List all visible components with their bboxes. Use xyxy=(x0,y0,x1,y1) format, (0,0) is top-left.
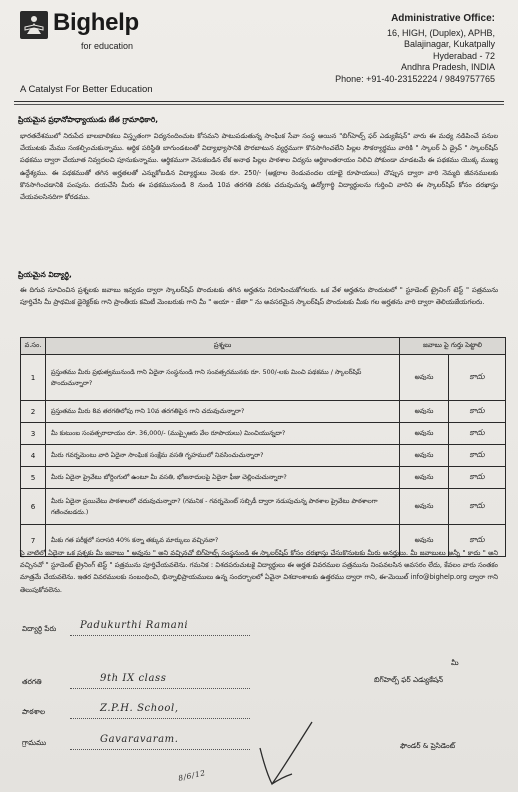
answer-no-handwritten[interactable]: కాదు xyxy=(449,525,506,557)
school-underline xyxy=(70,718,250,719)
table-row xyxy=(21,445,506,467)
address-line: Balajinagar, Kukatpally xyxy=(403,39,495,50)
column-header-answer: జవాబు పై గుర్తు పెట్టాలి xyxy=(400,338,506,355)
class-value[interactable]: 9th IX class xyxy=(100,673,167,684)
answer-no-handwritten[interactable]: కాదు xyxy=(449,355,506,401)
tagline: A Catalyst For Better Education xyxy=(20,84,153,95)
eligibility-questions-table xyxy=(20,337,506,557)
address-line: 16, HIGH, (Duplex), APHB, xyxy=(386,27,495,38)
answer-no-handwritten[interactable]: కాదు xyxy=(449,467,506,489)
date-handwritten: 8/6/12 xyxy=(177,768,207,783)
question-text: మీ కుటుంబ సంవత్సరాదాయం రూ. 36,000/- (ముప్పైఆరు వేల రూపాయలు) మించియున్నదా? xyxy=(46,423,400,445)
answer-yes-option[interactable]: అవును xyxy=(400,489,449,525)
table-row xyxy=(21,355,506,401)
school-value[interactable]: Z.P.H. School, xyxy=(100,703,179,714)
class-underline xyxy=(70,688,250,689)
answer-no-handwritten[interactable]: కాదు xyxy=(449,489,506,525)
answer-no-handwritten[interactable]: కాదు xyxy=(449,401,506,423)
instructions-paragraph: ఈ దిగువ సూచించిన ప్రశ్నలకు జవాబు ఇవ్వడం ద్వారా స్కాలర్‌షిప్ పొందుటకు తగిన అర్హతను నిరూపించుకోగలరు. ఒక వేళ అర్హతను పొందుటలో " స్టూడెంట్ ట్రైనింగ్ టెస్ట్ " పత్రమును పూర్తిచేసి మీ ప్రాథమిక డైరెక్టర్‌కు గాని ప్రాంతీయ కమిటీ మెంబరుకు గాని మీ " అయా - జేతా " ను అవసరమైన స్కాలర్‌షిప్ పొందుటకు మీకు గల అర్హతను వారి ద్వారా తెలియజేయగలరు. xyxy=(20,286,498,307)
header-divider xyxy=(14,101,504,102)
question-text: ప్రస్తుతము మీరు ప్రభుత్వమునుండి గాని ఏదైనా సంస్థనుండి గాని సంవత్సరమునకు రూ. 500/-లకు మించి పథకము / స్కాలర్‌షిప్ పొందుచున్నారా? xyxy=(46,355,400,401)
intro-paragraph: భారతదేశములో నిరుపేద బాలబాలికలు విస్తృతంగా విద్యనందించుట కోసమని పాటుపడుతున్న సాంఘిక సేవా సంస్థ అయిన "బిగ్‌హెల్ప్ ఫర్ ఎడ్యుకేషన్" వారు ఈ మధ్య నడిపించే పనుల చేయుటకు మేము సంకల్పించుకున్నాము. ఆర్థిక పరిస్థితి బాగుండటంతో విద్యాభ్యాసానికి పొరబాటున వ్యర్థముగా కొనసాగించలేని పిల్లల సౌకర్యార్థము వారికి " స్కాలర్ ఏ డ్రైవ్ " స్కాలర్‌షిప్ పథకము ద్వారా చేయూత నివ్వదలచి పూనుకున్నాము. ఆర్థికముగా వెనుకబడిన లేక అనాథ పిల్లల పాఠశాల విద్యను ఆర్థికాంతరాయం నిలిచి పోకుండా చూడటమే ఈ పథకము యొక్క ముఖ్య ఉద్దేశ్యము. ఈ పథకముతో తగిన అర్హతలతో ఎన్నుకోబడిన విద్యార్థులు నెలకు రూ. 250/- (అక్షరాల రెండువందల యాభై రూపాయలు) చొప్పున ద్వారా వారి నెమ్మది జీవనములకు కొనసాగించడానికి పంపును. దయచేసి మీరు ఈ పథకమునుండి 8 నుండి 10వ తరగతి వరకు చదువుచున్న ఉద్యోగార్థి విద్యార్థులను గుర్తించి వారిని ఈ స్కాలర్‌షిప్ కోసం దరఖాస్తు చేయవలసినదిగా కోరడము. xyxy=(20,132,498,202)
student-name-value[interactable]: Padukurthi Ramani xyxy=(80,620,189,631)
address-line: Hyderabad - 72 xyxy=(432,50,495,61)
footer-instructions: పై వాటిలో ఏదైనా ఒక ప్రశ్నకు మీ జవాబు " అవును " అని వచ్చినచో బిగ్‌హెల్ప్ సంస్థనుండి ఈ స్కాలర్‌షిప్ కోసం దరఖాస్తు చేసుకొనుటకు మీరు అనర్హులు. మీ జవాబులు అన్నీ " కాదు " అని వచ్చినచో " స్టూడెంట్ ట్రైనింగ్ టెస్ట్ " పత్రమును పూర్తిచేయవలెను. గమనిక : విశదపరుచుటకై విద్యార్థులు ఈ అర్హత వివరముల పత్రమును నింపవలసిన అవసరం లేదు, కేవలం వారు సంతకం మాత్రమే చేయవలెను. ఇతర వివరములకు సంబంధించి, భిన్నాభిప్రాయములు ఉన్న సందర్భాలలో ఏవైనా విశదాంశాలకు ఉత్తరము ద్వారా గాని, ఈ-మెయిల్ info@bighelp.org ద్వారా గాని తెలుపుకోవలెను. xyxy=(20,549,498,594)
answer-no-handwritten[interactable]: కాదు xyxy=(449,445,506,467)
question-text: మీరు ఏదైనా ప్రైవేటు బోర్డింగులో ఉంటూ మీ వసతి, భోజనాదులపై ఏదైనా ఫీజు చెల్లించుచున్నారా? xyxy=(46,467,400,489)
salutation-student: ప్రియమైన విద్యార్థి, xyxy=(18,270,72,279)
answer-yes-option[interactable]: అవును xyxy=(400,355,449,401)
organization-signature-label: బిగ్‌హెల్ప్ ఫర్ ఎడ్యుకేషన్ xyxy=(374,675,444,684)
table-row xyxy=(21,401,506,423)
answer-yes-option[interactable]: అవును xyxy=(400,423,449,445)
row-number: 3 xyxy=(21,423,46,445)
office-title: Administrative Office: xyxy=(391,13,495,24)
row-number: 7 xyxy=(21,525,46,557)
salutation-headmaster: ప్రియమైన ప్రధానోపాధ్యాయుడు జేత గ్రామాధికారి, xyxy=(18,115,159,124)
signature-icon xyxy=(252,710,332,788)
table-row xyxy=(21,467,506,489)
founder-president-label: ఫౌండర్ & ప్రెసిడెంట్ xyxy=(400,741,456,750)
name-underline xyxy=(70,635,250,636)
table-row xyxy=(21,423,506,445)
school-label: పాఠశాల xyxy=(22,707,46,716)
village-underline xyxy=(70,749,250,750)
column-header-question: ప్రశ్నలు xyxy=(46,338,400,355)
brand-name: Bighelp xyxy=(53,9,139,36)
row-number: 1 xyxy=(21,355,46,401)
table-row xyxy=(21,489,506,525)
office-address xyxy=(335,13,495,86)
address-line: Andhra Pradesh, INDIA xyxy=(400,62,495,73)
brand-subtitle: for education xyxy=(81,41,134,51)
column-header-number: వ.సం. xyxy=(21,338,46,355)
answer-yes-option[interactable]: అవును xyxy=(400,401,449,423)
row-number: 4 xyxy=(21,445,46,467)
row-number: 2 xyxy=(21,401,46,423)
question-text: మీకు గత పరీక్షలో సరాసరి 40% కన్నా తక్కువ మార్కులు వచ్చినవా? xyxy=(46,525,400,557)
village-value[interactable]: Gavaravaram. xyxy=(100,734,179,745)
question-text: మీరు గవర్నమెంటు వారి ఏదైనా సాంఘిక సంక్షేమ వసతి గృహములో నివసించుచున్నారా? xyxy=(46,445,400,467)
header-divider xyxy=(14,104,504,105)
student-name-label: విద్యార్థి పేరు xyxy=(22,624,57,633)
answer-yes-option[interactable]: అవును xyxy=(400,467,449,489)
answer-yes-option[interactable]: అవును xyxy=(400,445,449,467)
question-text: ప్రస్తుతము మీరు 8వ తరగతిలోపు గాని 10వ తరగతిపైన గాని చదువుచున్నారా? xyxy=(46,401,400,423)
answer-no-handwritten[interactable]: కాదు xyxy=(449,423,506,445)
bighelp-logo-icon xyxy=(20,11,48,39)
village-label: గ్రామము xyxy=(22,738,47,747)
row-number: 5 xyxy=(21,467,46,489)
row-number: 6 xyxy=(21,489,46,525)
table-header-row xyxy=(21,338,506,355)
answer-yes-option[interactable]: అవును xyxy=(400,525,449,557)
question-text: మీరు ఏదైనా ప్రయివేటు పాఠశాలలో చదువుచున్నారా? (గమనిక - గవర్నమెంట్ సబ్సిడీ ద్వారా నడుపుచున్న పాఠశాల ప్రైవేటు పాఠశాలగా గణించబడదు.) xyxy=(46,489,400,525)
phone-line: Phone: +91-40-23152224 / 9849757765 xyxy=(335,73,495,84)
closing-word: మీ xyxy=(451,658,459,667)
class-label: తరగతి xyxy=(22,677,42,686)
